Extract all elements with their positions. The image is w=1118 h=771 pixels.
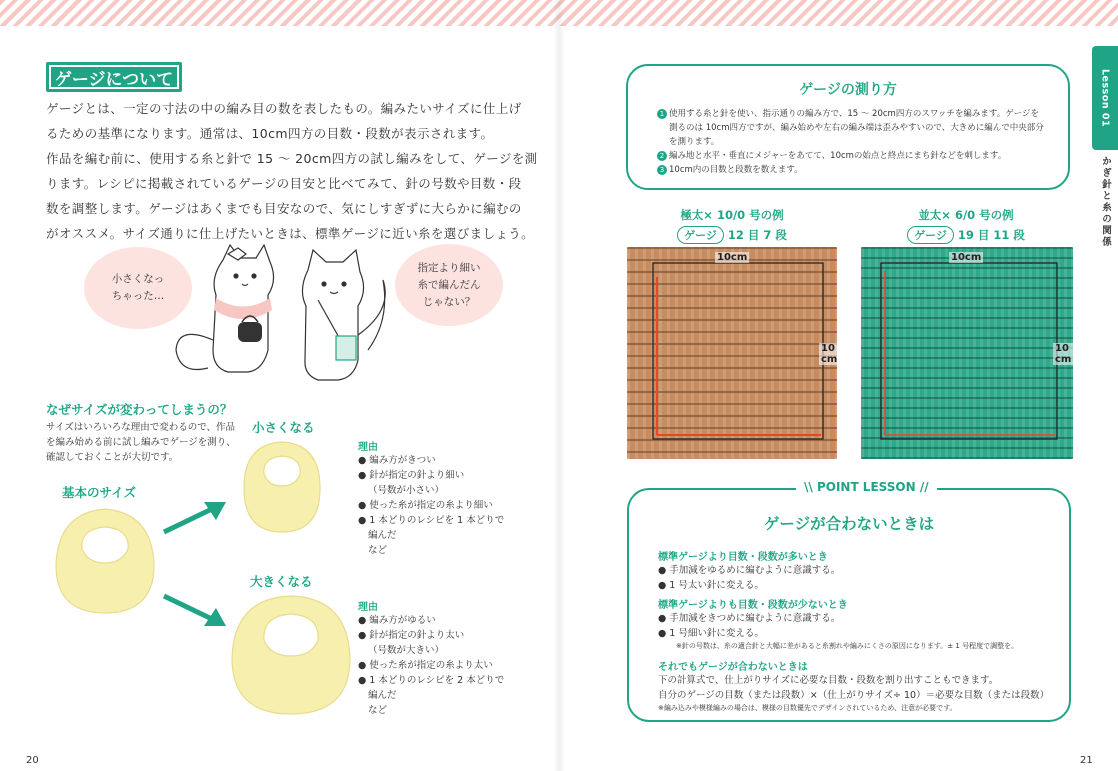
reason-item: ● 針が指定の針より細い <box>358 470 465 481</box>
case-still-mismatch <box>658 658 1049 713</box>
case-item: ● 1 号太い針に変える。 <box>658 580 764 591</box>
height-label <box>1053 343 1073 365</box>
reason-item: ● 使った糸が指定の糸より太い <box>358 660 493 671</box>
gauge-value: 12 目 7 段 <box>727 228 787 242</box>
step-text: 編み地と水平・垂直にメジャーをあてて、10cmの始点と終点にまち針などを刺します。 <box>669 151 1007 161</box>
arrow-down-right-icon <box>160 590 230 630</box>
reason-item: ● 編み方がゆるい <box>358 615 436 626</box>
step-text: 使用する糸と針を使い、指示通りの編み方で、15 ～ 20cm四方のスワッチを編みます。ゲージを <box>669 109 1040 119</box>
reason-item: ● 使った糸が指定の糸より細い <box>358 500 493 511</box>
bag-basic-illustration <box>52 505 158 617</box>
example-title: 極太× 10/0 号の例 <box>680 208 784 222</box>
measure-frame <box>627 247 837 459</box>
reason-heading: 理由 <box>358 442 378 453</box>
case-note: ※編み込みや模様編みの場合は、模様の目数優先でデザインされているため、注意が必要です。 <box>658 704 957 712</box>
bag-small-illustration <box>240 438 324 536</box>
reason-large <box>358 598 504 718</box>
step-item <box>657 107 1057 121</box>
reason-heading: 理由 <box>358 602 378 613</box>
example-gauge <box>886 226 1046 244</box>
bubble-line: 小さくなっ <box>111 273 165 285</box>
reason-item: 編んだ <box>368 690 397 701</box>
swatch-medium <box>861 247 1073 459</box>
example-title: 並太× 6/0 号の例 <box>918 208 1014 222</box>
intro-line: ります。レシピに掲載されているゲージの目安と比べてみて、針の号数や目数・段 <box>46 176 522 191</box>
measure-steps <box>657 107 1057 177</box>
speech-bubble-right <box>395 244 503 326</box>
arrow-up-right-icon <box>160 498 230 538</box>
step-item <box>657 149 1057 163</box>
reason-item: ● 編み方がきつい <box>358 455 436 466</box>
reason-item: ● 針が指定の針より太い <box>358 630 465 641</box>
step-item <box>657 163 1057 177</box>
reason-item: （号数が小さい） <box>368 485 445 496</box>
reason-item: ● 1 本どりのレシピを 2 本どりで <box>358 675 505 686</box>
height-label-unit: cm <box>1055 354 1072 365</box>
point-title: ゲージが合わないときは <box>763 515 935 533</box>
chapter-side-text: かぎ針と糸の関係 <box>1100 156 1111 248</box>
gauge-tag: ゲージ <box>907 226 954 244</box>
example-1-header <box>652 207 812 244</box>
case-heading: それでもゲージが合わないときは <box>658 662 808 673</box>
why-text <box>46 420 266 465</box>
reason-item: 編んだ <box>368 530 397 541</box>
case-line: 自分のゲージの目数（または段数）×（仕上がりサイズ÷ 10）＝必要な目数（または段数） <box>658 690 1050 701</box>
intro-line: ゲージとは、一定の寸法の中の編み目の数を表したもの。編みたいサイズに仕上げ <box>46 101 522 116</box>
reason-item: など <box>368 705 388 716</box>
step-number: 3 <box>657 165 667 175</box>
why-heading: なぜサイズが変わってしまうの？ <box>46 402 233 417</box>
small-size-label: 小さくなる <box>252 420 315 435</box>
page-number-left: 20 <box>26 755 39 766</box>
step-number: 1 <box>657 109 667 119</box>
height-label <box>819 343 839 365</box>
case-item: ● 1 号細い針に変える。 <box>658 628 764 639</box>
basic-size-label: 基本のサイズ <box>62 485 137 500</box>
case-heading: 標準ゲージより目数・段数が多いとき <box>658 552 828 563</box>
bubble-line: じゃない？ <box>422 295 476 308</box>
height-label-num: 10 <box>1055 343 1069 354</box>
bubble-line: 指定より細い <box>417 261 481 274</box>
page-gutter <box>553 0 565 771</box>
step-item: 測るのは 10cm四方ですが、編み始めや左右の編み端は歪みやすいので、大きめに編んで中央部分 <box>669 123 1044 133</box>
bubble-line: 糸で編んだん <box>417 278 481 291</box>
intro-line: 作品を編む前に、使用する糸と針で 15 ～ 20cm四方の試し編みをして、ゲージを測 <box>46 151 538 166</box>
page-number-right: 21 <box>1080 755 1093 766</box>
measure-frame <box>861 247 1073 459</box>
why-line: サイズはいろいろな理由で変わるので、作品 <box>46 422 236 433</box>
bag-large-illustration <box>228 592 354 718</box>
case-fewer-stitches <box>658 596 1018 651</box>
gauge-value: 19 目 11 段 <box>957 228 1025 242</box>
intro-line: がオススメ。サイズ通りに仕上げたいときは、標準ゲージに近い糸を選びましょう。 <box>46 226 535 241</box>
height-label-unit: cm <box>821 354 838 365</box>
section-title: ゲージについて <box>46 62 182 92</box>
why-line: を編み始める前に試し編みでゲージを測り、 <box>46 437 236 448</box>
reason-item: など <box>368 545 388 556</box>
measure-title: ゲージの測り方 <box>799 82 897 98</box>
case-item: ● 手加減をゆるめに編むように意識する。 <box>658 565 841 576</box>
lesson-side-tab: Lesson 01 <box>1092 46 1118 150</box>
gauge-tag: ゲージ <box>677 226 724 244</box>
case-more-stitches <box>658 548 840 593</box>
step-number: 2 <box>657 151 667 161</box>
case-heading: 標準ゲージよりも目数・段数が少ないとき <box>658 600 848 611</box>
point-lesson-banner: \\ POINT LESSON // <box>796 480 937 494</box>
case-item: ● 手加減をきつめに編むように意識する。 <box>658 613 841 624</box>
example-gauge <box>652 226 812 244</box>
step-text: 10cm内の目数と段数を数えます。 <box>669 165 803 175</box>
reason-small <box>358 438 504 558</box>
intro-line: るための基準になります。通常は、10cm四方の目数・段数が表示されます。 <box>46 126 494 141</box>
width-label: 10cm <box>717 252 748 263</box>
case-line: 下の計算式で、仕上がりサイズに必要な目数・段数を割り出すこともできます。 <box>658 675 999 686</box>
why-line: 確認しておくことが大切です。 <box>46 452 179 463</box>
case-note: ※針の号数は、糸の適合針と大幅に差があると糸割れや編みにくさの原因になります。± 1 号程度で調整を。 <box>676 642 1019 650</box>
width-label: 10cm <box>951 252 982 263</box>
swatch-chunky <box>627 247 837 459</box>
intro-line: 数を調整します。ゲージはあくまでも目安なので、気にしすぎずに大らかに編むの <box>46 201 522 216</box>
step-item: を測ります。 <box>669 137 720 147</box>
intro-text <box>46 96 538 246</box>
example-2-header <box>886 207 1046 244</box>
bubble-line: ちゃった… <box>111 290 165 302</box>
reason-item: （号数が大きい） <box>368 645 445 656</box>
large-size-label: 大きくなる <box>250 574 313 589</box>
reason-item: ● 1 本どりのレシピを 1 本どりで <box>358 515 505 526</box>
height-label-num: 10 <box>821 343 835 354</box>
cats-illustration <box>168 240 400 388</box>
